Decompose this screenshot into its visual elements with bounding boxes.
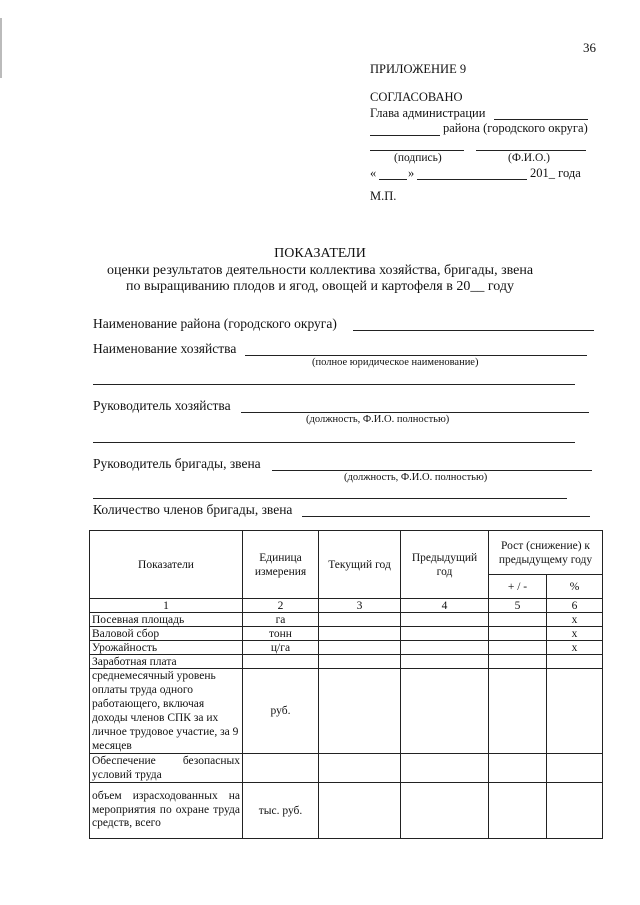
table-row: [90, 613, 603, 627]
members-count-label: Количество членов бригады, звена: [93, 502, 293, 517]
row-current-cell[interactable]: [319, 669, 401, 754]
date-open-quote: «: [370, 166, 377, 180]
district-name-input-line[interactable]: [353, 330, 594, 331]
row-name: Валовой сбор: [90, 627, 243, 641]
brigade-head-input-line-2[interactable]: [93, 498, 567, 499]
row-pct: х: [547, 613, 603, 627]
table-row: [90, 754, 603, 783]
row-pct: х: [547, 641, 603, 655]
row-previous-cell[interactable]: [401, 627, 489, 641]
farm-head-input-line-2[interactable]: [93, 442, 575, 443]
brigade-head-input-line[interactable]: [272, 470, 592, 471]
district-name-label: Наименование района (городского округа): [93, 316, 337, 331]
col-num-3: 3: [319, 599, 401, 613]
row-unit: [243, 655, 319, 669]
farm-name-hint: (полное юридическое наименование): [312, 357, 479, 368]
table-row: [90, 669, 603, 754]
row-name: Посевная площадь: [90, 613, 243, 627]
row-name: объем израсходованных на мероприятия по охране труда средств, всего: [90, 783, 243, 839]
row-pct: [547, 754, 603, 783]
farm-name-label: Наименование хозяйства: [93, 341, 237, 356]
date-year: 201_ года: [530, 166, 581, 180]
header-current-year: Текущий год: [319, 531, 401, 599]
seal-label: М.П.: [370, 189, 397, 203]
row-current-cell[interactable]: [319, 783, 401, 839]
head-admin-line[interactable]: [494, 119, 588, 120]
row-change-cell[interactable]: [489, 783, 547, 839]
header-previous-year: Предыдущий год: [401, 531, 489, 599]
date-day-line[interactable]: [379, 179, 407, 180]
row-current-cell[interactable]: [319, 627, 401, 641]
row-pct: [547, 655, 603, 669]
column-numbers-row: [90, 599, 603, 613]
row-name: Заработная плата: [90, 655, 243, 669]
approval-district: района (городского округа): [443, 121, 588, 135]
header-percent: %: [547, 575, 603, 599]
row-unit: [243, 754, 319, 783]
approval-agreed: СОГЛАСОВАНО: [370, 90, 463, 104]
farm-head-label: Руководитель хозяйства: [93, 398, 231, 413]
name-line[interactable]: [476, 150, 586, 151]
approval-head-admin: Глава администрации: [370, 106, 486, 120]
row-current-cell[interactable]: [319, 641, 401, 655]
farm-head-hint: (должность, Ф.И.О. полностью): [306, 414, 450, 425]
title-line-2: оценки результатов деятельности коллектива хозяйства, бригады, звена: [106, 263, 534, 278]
district-line[interactable]: [370, 135, 440, 136]
header-growth: Рост (снижение) к предыдущему году: [489, 531, 603, 575]
row-pct: х: [547, 627, 603, 641]
members-count-input-line[interactable]: [302, 516, 590, 517]
signature-hint: (подпись): [394, 152, 442, 164]
farm-name-input-line[interactable]: [245, 355, 587, 356]
row-previous-cell[interactable]: [401, 783, 489, 839]
row-change-cell[interactable]: [489, 641, 547, 655]
col-num-5: 5: [489, 599, 547, 613]
row-change-cell[interactable]: [489, 754, 547, 783]
row-name: Урожайность: [90, 641, 243, 655]
row-change-cell[interactable]: [489, 627, 547, 641]
brigade-head-label: Руководитель бригады, звена: [93, 456, 261, 471]
row-current-cell[interactable]: [319, 613, 401, 627]
scan-edge-mark: [0, 18, 2, 78]
col-num-2: 2: [243, 599, 319, 613]
row-pct: [547, 669, 603, 754]
farm-name-input-line-2[interactable]: [93, 384, 575, 385]
table-header-row-1: [90, 531, 603, 575]
row-previous-cell[interactable]: [401, 754, 489, 783]
header-plus-minus: + / -: [489, 575, 547, 599]
row-pct: [547, 783, 603, 839]
brigade-head-hint: (должность, Ф.И.О. полностью): [344, 472, 488, 483]
row-unit: тонн: [243, 627, 319, 641]
row-unit: руб.: [243, 669, 319, 754]
table-row: [90, 655, 603, 669]
row-name: среднемесячный уровень оплаты труда одного работающего, включая доходы членов СПК за их личное трудовое участие, за 9 месяцев: [90, 669, 243, 754]
row-change-cell[interactable]: [489, 655, 547, 669]
row-previous-cell[interactable]: [401, 641, 489, 655]
row-unit: ц/га: [243, 641, 319, 655]
header-unit: Единица измерения: [243, 531, 319, 599]
indicators-table: [89, 530, 603, 839]
row-previous-cell[interactable]: [401, 613, 489, 627]
col-num-6: 6: [547, 599, 603, 613]
col-num-4: 4: [401, 599, 489, 613]
page-number: 36: [583, 40, 596, 55]
table-row: [90, 627, 603, 641]
date-month-line[interactable]: [417, 179, 527, 180]
row-previous-cell[interactable]: [401, 655, 489, 669]
title-line-1: ПОКАЗАТЕЛИ: [274, 246, 366, 261]
title-line-3: по выращиванию плодов и ягод, овощей и картофеля в 20__ году: [126, 279, 514, 294]
row-change-cell[interactable]: [489, 613, 547, 627]
row-current-cell[interactable]: [319, 655, 401, 669]
row-current-cell[interactable]: [319, 754, 401, 783]
row-previous-cell[interactable]: [401, 669, 489, 754]
table-row: [90, 641, 603, 655]
row-unit: га: [243, 613, 319, 627]
header-indicators: Показатели: [90, 531, 243, 599]
appendix-label: ПРИЛОЖЕНИЕ 9: [370, 62, 467, 76]
table-row: [90, 783, 603, 839]
farm-head-input-line[interactable]: [241, 412, 589, 413]
col-num-1: 1: [90, 599, 243, 613]
row-change-cell[interactable]: [489, 669, 547, 754]
signature-line[interactable]: [370, 150, 464, 151]
row-name: Обеспечение безопасных условий труда: [90, 754, 243, 783]
date-close-quote: »: [408, 166, 415, 180]
name-hint: (Ф.И.О.): [508, 152, 550, 164]
row-unit: тыс. руб.: [243, 783, 319, 839]
